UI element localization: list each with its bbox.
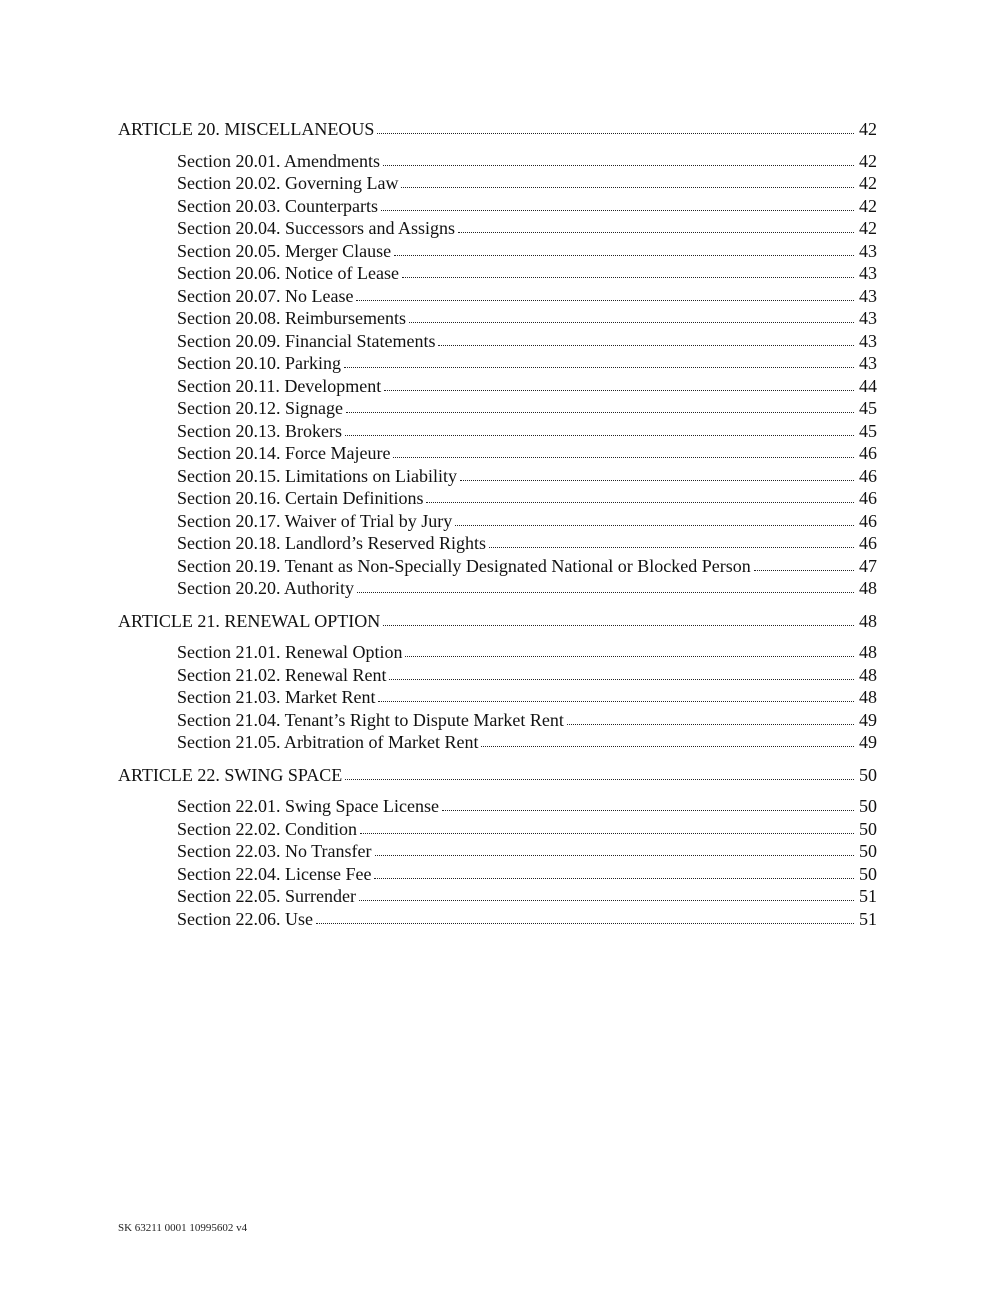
toc-dot-leader — [356, 288, 854, 302]
toc-dot-leader — [374, 866, 854, 880]
toc-section-title: Section 20.07. No Lease — [177, 285, 354, 306]
toc-page-number: 43 — [859, 330, 877, 351]
toc-section-entry[interactable] — [118, 262, 877, 285]
toc-article-heading[interactable] — [118, 610, 877, 633]
toc-section-entry[interactable] — [118, 555, 877, 578]
toc-section-entry[interactable] — [118, 352, 877, 375]
toc-page-number: 42 — [859, 195, 877, 216]
toc-dot-leader — [360, 821, 854, 835]
toc-dot-leader — [481, 734, 854, 748]
toc-dot-leader — [377, 121, 854, 135]
toc-dot-leader — [426, 490, 854, 504]
toc-dot-leader — [383, 613, 854, 627]
toc-dot-leader — [458, 220, 854, 234]
toc-section-entry[interactable] — [118, 664, 877, 687]
toc-dot-leader — [460, 468, 854, 482]
toc-section-title: Section 21.01. Renewal Option — [177, 642, 403, 662]
toc-article-heading[interactable] — [118, 764, 877, 787]
toc-section-title: Section 20.20. Authority — [177, 578, 354, 598]
toc-section-title: Section 20.12. Signage — [177, 398, 343, 418]
toc-section-entry[interactable] — [118, 532, 877, 555]
toc-dot-leader — [754, 558, 854, 572]
toc-section-title: Section 22.03. No Transfer — [177, 841, 372, 861]
toc-section-title: Section 20.14. Force Majeure — [177, 443, 391, 463]
toc-page-number: 48 — [859, 687, 877, 707]
toc-section-entry[interactable] — [118, 863, 877, 886]
toc-dot-leader — [359, 888, 854, 902]
toc-section-entry[interactable] — [118, 577, 877, 600]
toc-article-block — [118, 610, 877, 754]
toc-article-block — [118, 764, 877, 931]
toc-article-title: ARTICLE 21. RENEWAL OPTION — [118, 610, 381, 631]
toc-section-entry[interactable] — [118, 397, 877, 420]
toc-section-entry[interactable] — [118, 840, 877, 863]
table-of-contents — [118, 118, 877, 938]
toc-section-title: Section 20.13. Brokers — [177, 420, 342, 441]
toc-article-title: ARTICLE 20. MISCELLANEOUS — [118, 119, 375, 139]
toc-page-number: 45 — [859, 398, 877, 418]
toc-page-number: 43 — [859, 263, 877, 283]
toc-page-number: 49 — [859, 732, 877, 752]
toc-dot-leader — [402, 265, 854, 279]
toc-section-title: Section 21.04. Tenant’s Right to Dispute Market Rent — [177, 709, 564, 730]
toc-section-entry[interactable] — [118, 908, 877, 931]
toc-section-entry[interactable] — [118, 150, 877, 173]
toc-section-entry[interactable] — [118, 487, 877, 510]
toc-section-entry[interactable] — [118, 172, 877, 195]
toc-dot-leader — [393, 445, 854, 459]
toc-page-number: 50 — [859, 818, 877, 839]
toc-page-number: 47 — [859, 555, 877, 576]
toc-section-entry[interactable] — [118, 240, 877, 263]
toc-page-number: 42 — [859, 119, 877, 139]
toc-section-entry[interactable] — [118, 420, 877, 443]
toc-section-title: Section 20.01. Amendments — [177, 150, 380, 171]
toc-dot-leader — [316, 911, 854, 925]
toc-page-number: 43 — [859, 353, 877, 373]
document-id-footer: SK 63211 0001 10995602 v4 — [118, 1222, 248, 1234]
toc-section-title: Section 20.17. Waiver of Trial by Jury — [177, 510, 453, 531]
toc-dot-leader — [394, 243, 854, 257]
toc-section-title: Section 21.02. Renewal Rent — [177, 664, 387, 685]
toc-page-number: 48 — [859, 664, 877, 685]
toc-section-title: Section 20.06. Notice of Lease — [177, 263, 399, 283]
toc-page-number: 50 — [859, 841, 877, 861]
toc-section-entry[interactable] — [118, 731, 877, 754]
toc-page-number: 46 — [859, 510, 877, 531]
toc-dot-leader — [357, 580, 854, 594]
toc-section-entry[interactable] — [118, 795, 877, 818]
toc-page-number: 48 — [859, 578, 877, 598]
toc-dot-leader — [345, 423, 854, 437]
toc-section-entry[interactable] — [118, 442, 877, 465]
toc-dot-leader — [378, 689, 854, 703]
toc-page-number: 51 — [859, 908, 877, 929]
toc-page-number: 49 — [859, 709, 877, 730]
toc-section-title: Section 20.09. Financial Statements — [177, 330, 436, 351]
toc-article-heading[interactable] — [118, 118, 877, 141]
toc-page-number: 44 — [859, 375, 877, 396]
toc-section-entry[interactable] — [118, 217, 877, 240]
toc-dot-leader — [438, 333, 854, 347]
toc-dot-leader — [401, 175, 854, 189]
toc-dot-leader — [375, 843, 855, 857]
toc-section-title: Section 21.05. Arbitration of Market Rent — [177, 732, 479, 752]
toc-section-entry[interactable] — [118, 307, 877, 330]
toc-page-number: 46 — [859, 465, 877, 486]
toc-page-number: 51 — [859, 886, 877, 906]
toc-section-title: Section 22.01. Swing Space License — [177, 796, 439, 816]
toc-section-entry[interactable] — [118, 641, 877, 664]
toc-dot-leader — [384, 378, 854, 392]
toc-page-number: 42 — [859, 218, 877, 238]
toc-section-title: Section 20.04. Successors and Assigns — [177, 218, 455, 238]
toc-dot-leader — [489, 535, 854, 549]
toc-dot-leader — [344, 355, 854, 369]
toc-page-number: 48 — [859, 642, 877, 662]
toc-section-title: Section 20.19. Tenant as Non-Specially Designated National or Blocked Person — [177, 555, 751, 576]
toc-section-title: Section 20.02. Governing Law — [177, 173, 399, 193]
toc-section-title: Section 20.03. Counterparts — [177, 195, 378, 216]
toc-dot-leader — [345, 767, 854, 781]
toc-dot-leader — [381, 198, 854, 212]
toc-section-entry[interactable] — [118, 818, 877, 841]
toc-section-title: Section 20.16. Certain Definitions — [177, 488, 424, 508]
toc-dot-leader — [389, 667, 854, 681]
toc-section-title: Section 20.18. Landlord’s Reserved Rights — [177, 533, 486, 553]
toc-section-entry[interactable] — [118, 465, 877, 488]
toc-section-title: Section 22.05. Surrender — [177, 886, 356, 906]
toc-article-block — [118, 118, 877, 600]
toc-section-entry[interactable] — [118, 510, 877, 533]
toc-page-number: 46 — [859, 488, 877, 508]
toc-section-title: Section 22.06. Use — [177, 908, 313, 929]
toc-section-entry[interactable] — [118, 885, 877, 908]
toc-page-number: 43 — [859, 285, 877, 306]
toc-page-number: 50 — [859, 796, 877, 816]
toc-dot-leader — [405, 644, 854, 658]
toc-section-entry[interactable] — [118, 330, 877, 353]
toc-page-number: 50 — [859, 863, 877, 884]
toc-section-title: Section 20.15. Limitations on Liability — [177, 465, 457, 486]
toc-dot-leader — [567, 712, 854, 726]
toc-section-entry[interactable] — [118, 375, 877, 398]
toc-dot-leader — [442, 798, 854, 812]
toc-section-entry[interactable] — [118, 195, 877, 218]
toc-section-title: Section 22.04. License Fee — [177, 863, 372, 884]
toc-page-number: 45 — [859, 420, 877, 441]
toc-page-number: 43 — [859, 240, 877, 261]
toc-dot-leader — [455, 513, 854, 527]
toc-page-number: 46 — [859, 533, 877, 553]
toc-dot-leader — [383, 153, 854, 167]
toc-section-title: Section 20.05. Merger Clause — [177, 240, 392, 261]
toc-section-entry[interactable] — [118, 285, 877, 308]
toc-section-title: Section 20.08. Reimbursements — [177, 308, 406, 328]
toc-dot-leader — [409, 310, 854, 324]
toc-section-title: Section 21.03. Market Rent — [177, 687, 376, 707]
toc-page-number: 42 — [859, 173, 877, 193]
toc-section-title: Section 20.10. Parking — [177, 353, 341, 373]
toc-page-number: 46 — [859, 443, 877, 463]
toc-page-number: 42 — [859, 150, 877, 171]
toc-section-title: Section 20.11. Development — [177, 375, 382, 396]
toc-page-number: 43 — [859, 308, 877, 328]
toc-dot-leader — [346, 400, 854, 414]
toc-article-title: ARTICLE 22. SWING SPACE — [118, 764, 343, 785]
toc-section-title: Section 22.02. Condition — [177, 818, 357, 839]
toc-section-entry[interactable] — [118, 709, 877, 732]
toc-section-entry[interactable] — [118, 686, 877, 709]
toc-page-number: 50 — [859, 764, 877, 785]
toc-page-number: 48 — [859, 610, 877, 631]
